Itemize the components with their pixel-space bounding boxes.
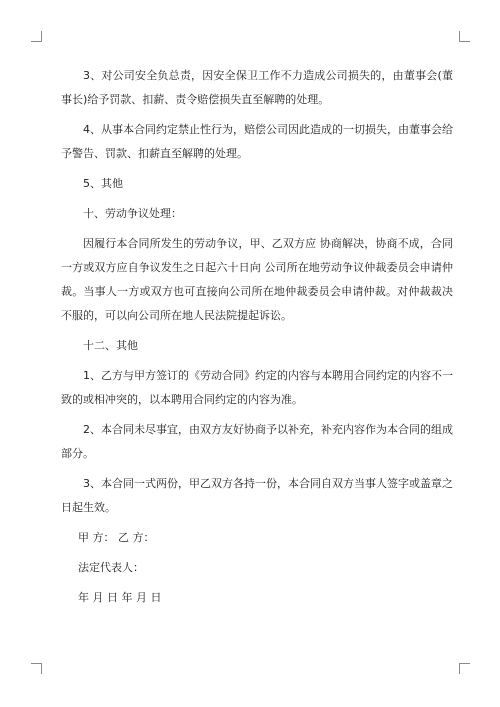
clause-12-3: 3、本合同一式两份，甲乙双方各持一份，本合同自双方当事人签字或盖章之日起生效。: [61, 477, 453, 514]
document-body: [61, 64, 453, 616]
section-heading-other: 十二、其他: [83, 339, 138, 352]
crop-mark-bottom-right: [459, 663, 470, 674]
signature-parties: 甲 方： 乙 方：: [78, 531, 155, 544]
labor-dispute-text: 因履行本合同所发生的劳动争议，甲、乙双方应 协商解决，协商不成，合同一方或双方应自争议发生之日起六十日向 公司所在地劳动争议仲裁委员会申请仲裁。当事人一方或双方也可直接向公司所在地仲裁委员会申请仲裁。对仲裁裁决不服的，可以向公司所在地人民法院提起诉讼。: [61, 237, 453, 322]
clause-9-3: 3、对公司安全负总责，因安全保卫工作不力造成公司损失的，由董事会(董事长)给予罚款、扣薪、责令赔偿损失直至解聘的处理。: [61, 69, 453, 106]
signature-legal-rep: 法定代表人：: [78, 561, 144, 574]
section-heading-labor-dispute: 十、劳动争议处理：: [83, 207, 182, 220]
signature-dates: 年 月 日 年 月 日: [78, 591, 162, 604]
crop-mark-bottom-left: [31, 663, 42, 674]
clause-9-5: 5、其他: [83, 177, 123, 190]
clause-12-2: 2、本合同未尽事宜，由双方友好协商予以补充，补充内容作为本合同的组成部分。: [61, 423, 453, 460]
crop-mark-top-right: [459, 31, 470, 42]
crop-mark-top-left: [31, 31, 42, 42]
clause-12-1: 1、乙方与甲方签订的《劳动合同》约定的内容与本聘用合同约定的内容不一致的或相冲突的，以本聘用合同约定的内容为准。: [61, 369, 453, 406]
clause-9-4: 4、从事本合同约定禁止性行为，赔偿公司因此造成的一切损失，由董事会给予警告、罚款、扣薪直至解聘的处理。: [61, 123, 453, 160]
